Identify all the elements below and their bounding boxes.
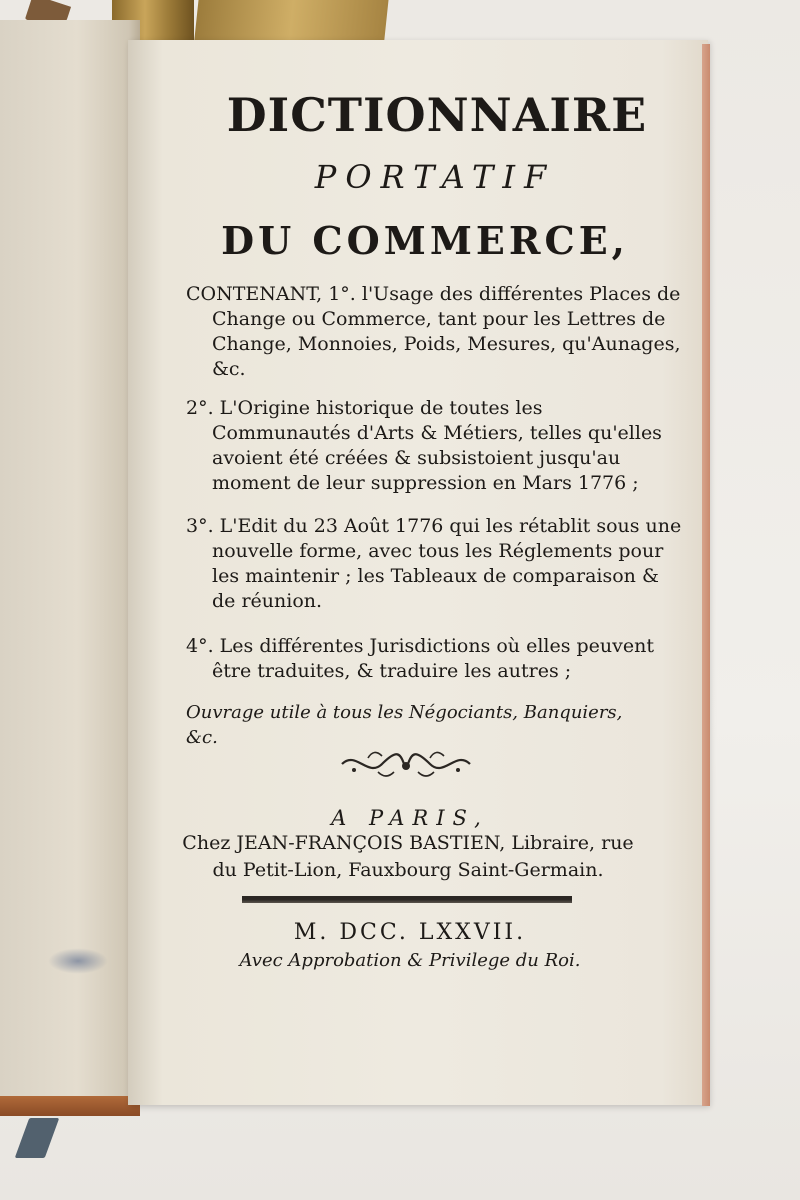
contents-paragraph-4: 4°. Les différentes Jurisdictions où elles peuvent être traduites, & traduire les autres ;: [186, 635, 654, 682]
page-edge: [702, 44, 710, 1106]
imprint-place: A PARIS,: [331, 806, 489, 830]
book-subtitle: PORTATIF: [314, 158, 556, 196]
printed-rule: [242, 896, 572, 903]
contents-paragraph-1: CONTENANT, 1°. l'Usage des différentes Places de Change ou Commerce, tant pour les Lettres de Change, Monnoies, Poids, Mesures, qu'Aunages, &c.: [186, 283, 681, 380]
imprint-publisher: Chez JEAN-FRANÇOIS BASTIEN, Libraire, rue du Petit-Lion, Fauxbourg Saint-Germain.: [182, 832, 634, 881]
ink-stain: [48, 948, 108, 974]
usefulness-line: Ouvrage utile à tous les Négociants, Banquiers, &c.: [186, 702, 623, 748]
printer-ornament-icon: [338, 744, 474, 784]
ribbon-marker: [15, 1118, 60, 1158]
contents-paragraph-3: 3°. L'Edit du 23 Août 1776 qui les rétablit sous une nouvelle forme, avec tous les Réglements pour les maintenir ; les Tableaux de comparaison & de réunion.: [186, 515, 682, 612]
left-page: [0, 20, 140, 1105]
book-subtitle-2: DU COMMERCE,: [221, 218, 629, 263]
contents-paragraph-2: 2°. L'Origine historique de toutes les Communautés d'Arts & Métiers, telles qu'elles avoient été créées & subsistoient jusqu'au moment de leur suppression en Mars 1776 ;: [186, 397, 662, 494]
imprint-date: M. DCC. LXXVII.: [293, 920, 527, 945]
book-title: DICTIONNAIRE: [226, 88, 648, 142]
book-cover-edge: [0, 1096, 140, 1116]
approbation-line: Avec Approbation & Privilege du Roi.: [239, 950, 581, 971]
